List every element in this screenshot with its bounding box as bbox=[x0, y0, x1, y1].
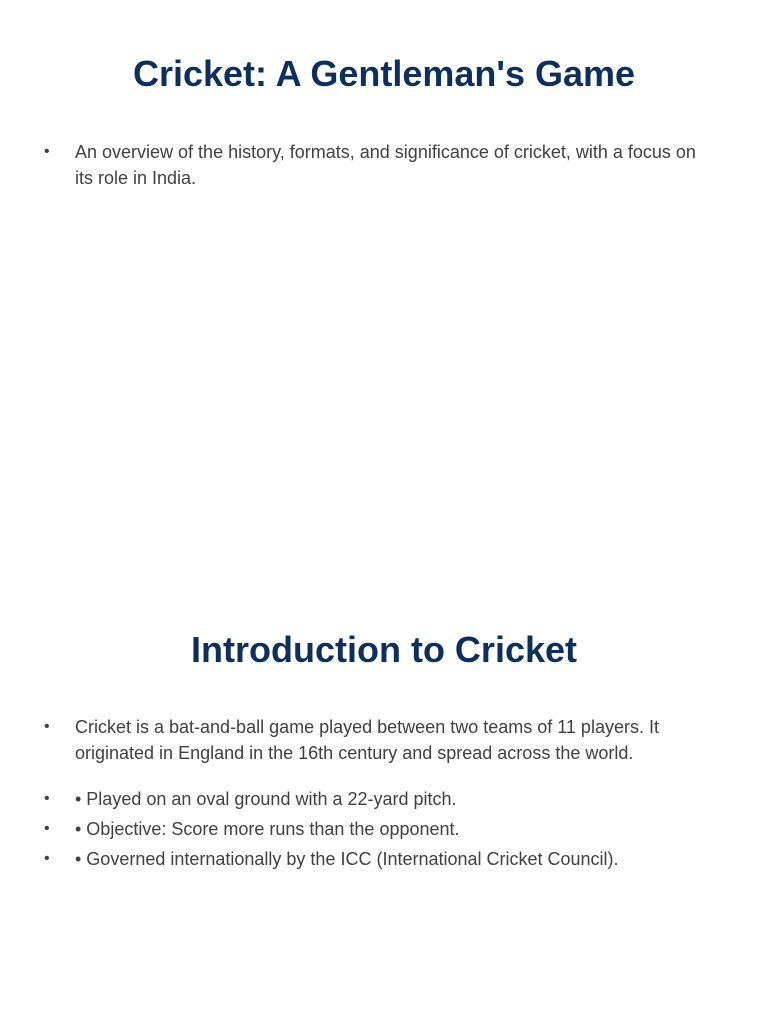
slide-1-bullet-list bbox=[0, 139, 768, 191]
bullet-dot-icon: • bbox=[44, 790, 50, 807]
bullet-dot-icon: • bbox=[44, 850, 50, 867]
slide-2-bullet-3 bbox=[0, 816, 768, 842]
bullet-dot-icon: • bbox=[44, 143, 50, 160]
bullet-text: • Governed internationally by the ICC (International Cricket Council). bbox=[75, 849, 619, 869]
slide-2-bullet-2 bbox=[0, 786, 768, 812]
slide-2-bullet-4 bbox=[0, 846, 768, 872]
slide-2-title: Introduction to Cricket bbox=[191, 629, 577, 670]
bullet-text: • Objective: Score more runs than the opponent. bbox=[75, 819, 460, 839]
slide-1-title: Cricket: A Gentleman's Game bbox=[132, 53, 636, 94]
slide-2-bullet-1 bbox=[0, 714, 768, 766]
bullet-text: An overview of the history, formats, and significance of cricket, with a focus on its role in India. bbox=[75, 142, 696, 188]
slide-1-bullet-1 bbox=[0, 139, 768, 191]
bullet-text: Cricket is a bat-and-ball game played between two teams of 11 players. It originated in England in the 16th century and spread across the world. bbox=[75, 717, 659, 763]
bullet-dot-icon: • bbox=[44, 718, 50, 735]
bullet-dot-icon: • bbox=[44, 820, 50, 837]
slide-2-bullet-list bbox=[0, 714, 768, 872]
bullet-text: • Played on an oval ground with a 22-yard pitch. bbox=[75, 789, 457, 809]
